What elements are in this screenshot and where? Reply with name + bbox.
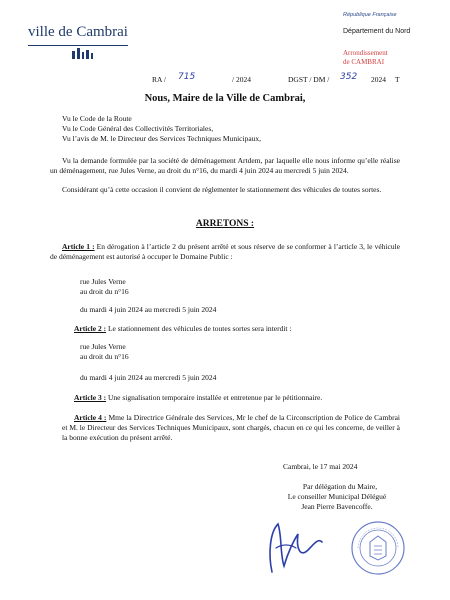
republique-label: République Française bbox=[343, 12, 397, 18]
ra-year: / 2024 bbox=[232, 75, 251, 84]
dgst-label: DGST / DM / bbox=[288, 75, 330, 84]
article-3-label: Article 3 : bbox=[74, 393, 107, 402]
signatory-role: Le conseiller Municipal Délégué bbox=[287, 492, 387, 501]
ra-label: RA / bbox=[152, 75, 166, 84]
article-2-location: au droit du n°16 bbox=[80, 352, 129, 361]
arrondissement-line: Arrondissement bbox=[343, 49, 388, 57]
delegation-line: Par délégation du Maire, bbox=[302, 482, 378, 491]
article-2-text: Le stationnement des véhicules de toutes sortes sera interdit : bbox=[106, 324, 292, 333]
logo-text: ville de Cambrai bbox=[28, 24, 128, 40]
handwritten-signature bbox=[258, 520, 338, 578]
towers-icon bbox=[70, 47, 96, 59]
vu-line: Vu le Code de la Route bbox=[62, 114, 132, 123]
logo-underline bbox=[28, 45, 128, 46]
article-3 bbox=[74, 393, 412, 403]
considerant-paragraph: Considérant qu’à cette occasion il convient de réglementer le stationnement des véhicules de toutes sortes. bbox=[62, 185, 382, 194]
arretons-heading: ARRETONS : bbox=[195, 219, 255, 229]
signature-area bbox=[258, 520, 418, 580]
article-1-label: Article 1 : bbox=[62, 242, 95, 251]
article-2 bbox=[74, 324, 412, 334]
place-date: Cambrai, le 17 mai 2024 bbox=[283, 462, 358, 471]
article-1-dates: du mardi 4 juin 2024 au mercredi 5 juin 2024 bbox=[80, 305, 217, 314]
departement-label: Département du Nord bbox=[343, 28, 411, 35]
vu-block bbox=[62, 114, 400, 143]
article-1-location: au droit du n°16 bbox=[80, 287, 129, 296]
article-4-text: Mme la Directrice Générale des Services, Mr le chef de la Circonscription de Police de Cambrai et M. le Directeur des Services Techniques Municipaux, sont chargés, chacun en ce qui les concerne, de veiller à la bonne exécution du présent arrêté. bbox=[62, 413, 400, 442]
vu-line: Vu l’avis de M. le Directeur des Services Techniques Municipaux, bbox=[62, 133, 262, 143]
vu-line: Vu le Code Général des Collectivités Territoriales, bbox=[62, 123, 214, 133]
article-1-street: rue Jules Verne bbox=[80, 277, 126, 286]
demande-paragraph: Vu la demande formulée par la société de déménagement Artdem, par laquelle elle nous informe qu’elle réalise un déménagement, rue Jules Verne, au droit du n°16, du mardi 4 juin 2024 au mercredi 5 juin 2024. bbox=[50, 156, 400, 175]
city-logo bbox=[28, 14, 138, 60]
arrondissement-line: de CAMBRAI bbox=[343, 58, 385, 66]
ra-number-handwritten: 715 bbox=[178, 72, 196, 82]
article-2-dates: du mardi 4 juin 2024 au mercredi 5 juin 2024 bbox=[80, 373, 217, 382]
article-2-street: rue Jules Verne bbox=[80, 342, 126, 351]
official-stamp bbox=[350, 520, 406, 576]
article-1 bbox=[50, 242, 400, 262]
document-title: Nous, Maire de la Ville de Cambrai, bbox=[144, 93, 306, 104]
article-2-label: Article 2 : bbox=[74, 324, 107, 333]
dgst-year: 2024 bbox=[371, 75, 386, 84]
dgst-number-handwritten: 352 bbox=[340, 72, 358, 82]
article-4-label: Article 4 : bbox=[74, 413, 107, 422]
article-3-text: Une signalisation temporaire installée et entretenue par le pétitionnaire. bbox=[106, 393, 323, 402]
article-1-text: En dérogation à l’article 2 du présent arrêté et sous réserve de se conformer à l’article 3, le véhicule de déménagement est autorisé à occuper le Domaine Public : bbox=[50, 242, 400, 261]
article-4 bbox=[62, 413, 400, 442]
arrondissement-label bbox=[343, 49, 388, 67]
reference-suffix: T bbox=[395, 75, 400, 84]
signatory-name: Jean Pierre Bavencoffe. bbox=[301, 502, 373, 511]
